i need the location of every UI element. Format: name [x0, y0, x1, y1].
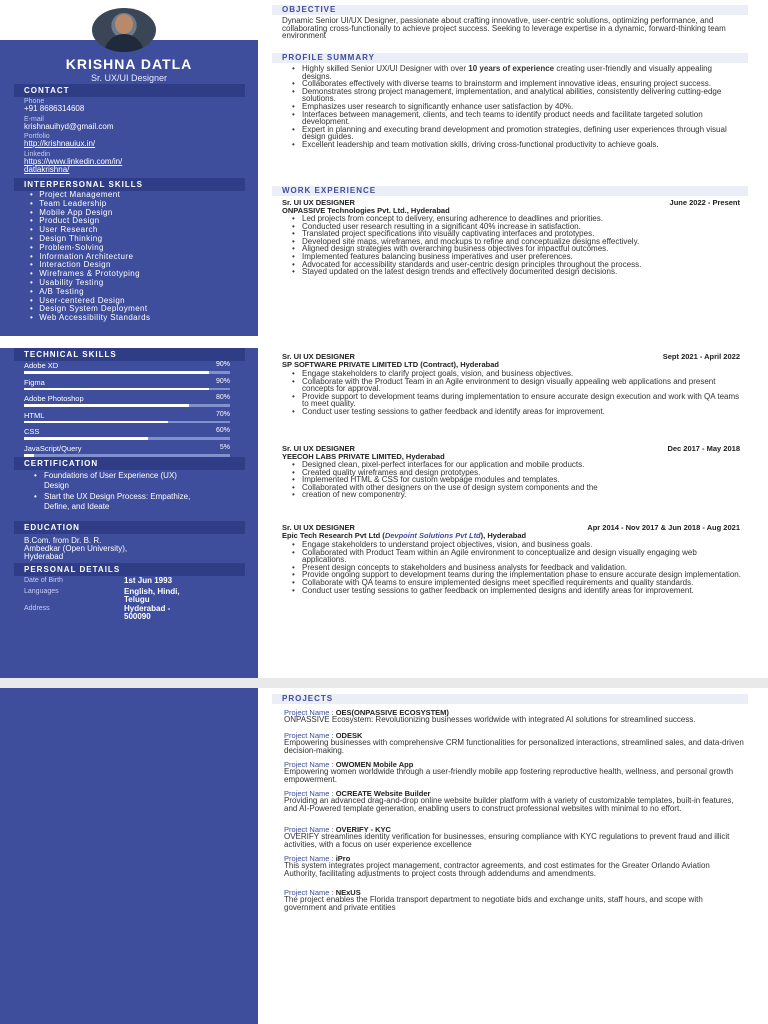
- contact-heading: CONTACT: [14, 84, 245, 97]
- job-bullet: • Conduct user testing sessions to gather feedback on implemented designs and identify areas for improvement.: [292, 587, 742, 595]
- project-label: Project Name :: [284, 708, 336, 717]
- job4-bullets: [292, 541, 742, 594]
- dob-label: Date of Birth: [24, 577, 63, 584]
- phone-label: Phone: [24, 98, 45, 105]
- objective-heading: OBJECTIVE: [272, 5, 748, 15]
- skill-item: • Wireframes & Prototyping: [30, 270, 150, 279]
- page-gap: [0, 678, 768, 688]
- job-bullet: • Advocated for accessibility standards and user-centric design principles throughout the process.: [292, 261, 742, 269]
- summary-item: • Emphasizes user research to significantly enhance user satisfaction by 40%.: [292, 103, 742, 111]
- address-label: Address: [24, 605, 50, 612]
- tech-skill-percent: 80%: [215, 394, 230, 402]
- certification-item: • Foundations of User Experience (UX) Design: [34, 471, 204, 491]
- job-bullet: • creation of new componentry.: [292, 491, 742, 499]
- tech-skill-fill: [24, 404, 189, 407]
- project-label: Project Name :: [284, 731, 336, 740]
- summary-item: • Interfaces between management, clients, and tech teams to identify product needs and facilitate targeted solution development.: [292, 111, 742, 126]
- summary-item: • Demonstrates strong project management, implementation, and analytical abilities, consistently delivering cutting-edge solutions.: [292, 88, 742, 103]
- project-label: Project Name :: [284, 825, 336, 834]
- avatar: [92, 8, 156, 52]
- skill-item: • Design System Deployment: [30, 305, 150, 314]
- job-bullet: • Implemented features balancing business imperatives and user preferences.: [292, 253, 742, 261]
- tech-skill-row: [24, 411, 230, 427]
- project-description: Providing an advanced drag-and-drop online website builder platform with a variety of customizable templates, built-in features, and AI-Powered template generation, enabling users to construct professional websites with minimal to no effort.: [284, 796, 734, 813]
- education-line3: Hyderabad: [24, 552, 64, 561]
- job-bullet: • Provide support to development teams during implementation to ensure accurate design execution and work with QA teams to meet quality.: [292, 393, 742, 408]
- tech-skill-name: Adobe XD: [24, 361, 59, 370]
- project-title: OVERIFY - KYC: [335, 825, 391, 834]
- job3-bullets: [292, 461, 742, 499]
- certification-list: [34, 471, 204, 513]
- job1-title: Sr. UI UX DESIGNER: [282, 198, 355, 207]
- project-title: OCREATE Website Builder: [335, 789, 431, 798]
- languages-line1: English, Hindi,: [124, 587, 180, 596]
- job1-company: ONPASSIVE Technologies Pvt. Ltd., Hyderabad: [282, 206, 450, 215]
- tech-skill-percent: 90%: [215, 361, 230, 368]
- job3-company: YEECOH LABS PRIVATE LIMITED, Hyderabad: [282, 452, 445, 461]
- skill-item: • Project Management: [30, 191, 150, 200]
- tech-skill-bar: [24, 421, 230, 424]
- tech-skill-name: JavaScript/Query: [24, 444, 82, 453]
- skill-item: • Team Leadership: [30, 200, 150, 209]
- job-bullet: • Present design concepts to stakeholders and business analysts for feedback and validation.: [292, 564, 742, 572]
- project-label: Project Name :: [284, 854, 336, 863]
- tech-skill-row: [24, 427, 230, 443]
- skill-item: • Problem-Solving: [30, 244, 150, 253]
- project-title: OWOMEN Mobile App: [335, 760, 414, 769]
- project-title: OES(ONPASSIVE ECOSYSTEM): [335, 708, 449, 717]
- tech-skill-fill: [24, 421, 168, 424]
- experience-heading: WORK EXPERIENCE: [272, 186, 748, 196]
- tech-skill-name: Adobe Photoshop: [24, 394, 84, 404]
- summary-item: • Expert in planning and executing brand development and promotion strategies, defining user experiences through visual design guides.: [292, 126, 742, 141]
- job1-dates: June 2022 - Present: [669, 198, 740, 207]
- summary-item: • Highly skilled Senior UX/UI Designer with over 10 years of experience creating user-friendly and visually appealing designs.: [292, 65, 742, 80]
- projects-heading: PROJECTS: [272, 694, 748, 704]
- email-label: E-mail: [24, 116, 44, 123]
- skill-item: • User-centered Design: [30, 297, 150, 306]
- project-label: Project Name :: [284, 888, 336, 897]
- project-description: Empowering women worldwide through a user-friendly mobile app fostering reproductive health, wellness, and personal growth empowerment.: [284, 767, 734, 784]
- job-bullet: • Collaborated with other designers on the use of design system components and the: [292, 484, 742, 492]
- personal-heading: PERSONAL DETAILS: [14, 563, 245, 576]
- portfolio-label: Portfolio: [24, 133, 50, 140]
- tech-skill-fill: [24, 388, 209, 391]
- address-line2: 500090: [124, 612, 151, 621]
- certification-item: • Start the UX Design Process: Empathize, Define, and Ideate: [34, 492, 204, 512]
- interpersonal-heading: INTERPERSONAL SKILLS: [14, 178, 245, 191]
- job-bullet: • Created quality wireframes and design prototypes.: [292, 469, 742, 477]
- job4-title: Sr. UI UX DESIGNER: [282, 523, 355, 532]
- project-description: The project enables the Florida transport department to negotiate bids and exchange units, staff hours, and scope with government and private entities: [284, 895, 703, 912]
- job-bullet: • Led projects from concept to delivery, ensuring adherence to deadlines and priorities.: [292, 215, 742, 223]
- objective-text: Dynamic Senior UI/UX Designer, passionate about crafting innovative, user-centric solutions, optimizing performance, and collaborating cross-functionally to achieve project success. Seeking to leverage expertise in a dynamic, forward-thinking team environment: [282, 16, 726, 41]
- job-bullet: • Translated project specifications into visually captivating interfaces and prototypes.: [292, 230, 742, 238]
- tech-skill-bar: [24, 404, 230, 407]
- interpersonal-skills-list: [30, 191, 150, 323]
- project-title: iPro: [335, 854, 351, 863]
- skill-item: • User Research: [30, 226, 150, 235]
- job1-bullets: [292, 215, 742, 276]
- job-bullet: • Aligned design strategies with overarching business objectives for impactful outcomes.: [292, 245, 742, 253]
- project-title: NExUS: [335, 888, 361, 897]
- tech-skill-row: [24, 378, 230, 394]
- linkedin-label: Linkedin: [24, 151, 51, 158]
- phone-value: +91 8686314608: [24, 104, 85, 113]
- project-description: OVERIFY streamlines identity verification for businesses, ensuring compliance with KYC regulations to prevent fraud and illicit activities, with a focus on user experience excellence: [284, 832, 730, 849]
- linkedin-link-line2[interactable]: datlakrishna/: [24, 165, 70, 174]
- job-bullet: • Engage stakeholders to clarify project goals, vision, and business objectives.: [292, 370, 742, 378]
- project-label: Project Name :: [284, 760, 336, 769]
- job2-dates: Sept 2021 - April 2022: [662, 352, 740, 361]
- tech-skill-fill: [24, 371, 209, 374]
- email-value[interactable]: krishnauihyd@gmail.com: [24, 122, 114, 131]
- job-bullet: • Designed clean, pixel-perfect interfaces for our application and mobile products.: [292, 461, 742, 469]
- job-bullet: • Implemented HTML & CSS for custom webpage modules and templates.: [292, 476, 742, 484]
- skill-item: • Web Accessibility Standards: [30, 314, 150, 323]
- job4-dates: Apr 2014 - Nov 2017 & Jun 2018 - Aug 2021: [587, 523, 740, 532]
- skill-item: • Mobile App Design: [30, 209, 150, 218]
- skill-item: • Interaction Design: [30, 261, 150, 270]
- skill-item: • A/B Testing: [30, 288, 150, 297]
- job-bullet: • Collaborate with the Product Team in an Agile environment to design visually appealing web applications and present concepts for approval.: [292, 378, 742, 393]
- summary-heading: PROFILE SUMMARY: [272, 53, 748, 63]
- tech-skill-row: [24, 361, 230, 377]
- linkedin-link-line1[interactable]: https://www.linkedin.com/in/: [24, 157, 123, 166]
- tech-skill-fill: [24, 437, 148, 440]
- tech-skill-bar: [24, 437, 230, 440]
- tech-skill-percent: 90%: [215, 377, 230, 385]
- job-bullet: • Stayed updated on the latest design trends and effectively documented design decisions.: [292, 268, 742, 276]
- profile-name: KRISHNA DATLA: [65, 56, 193, 72]
- address-line1: Hyderabad -: [124, 604, 171, 613]
- project-title: ODESK: [335, 731, 363, 740]
- tech-skill-bar: [24, 371, 230, 374]
- job4-company: Epic Tech Research Pvt Ltd (Devpoint Solutions Pvt Ltd), Hyderabad: [282, 531, 527, 540]
- tech-skill-percent: 70%: [215, 410, 230, 418]
- project-description: This system integrates project management, contractor agreements, and cost estimates for the Greater Orlando Aviation Authority, facilitating adjustments to project costs through addendums and amendments.: [284, 861, 710, 878]
- portfolio-link[interactable]: http://krishnauiux.in/: [24, 139, 96, 148]
- summary-list: [292, 65, 742, 149]
- tech-skill-row: [24, 394, 230, 410]
- job-bullet: • Developed site maps, wireframes, and mockups to refine and conceptualize designs effectively.: [292, 238, 742, 246]
- languages-label: Languages: [24, 588, 59, 595]
- dob-value: 1st Jun 1993: [124, 576, 173, 585]
- job3-dates: Dec 2017 - May 2018: [667, 444, 740, 453]
- skill-item: • Usability Testing: [30, 279, 150, 288]
- tech-skill-name: HTML: [24, 410, 45, 420]
- job-bullet: • Provide ongoing support to development teams during the implementation phase to ensure accurate design implementation.: [292, 571, 742, 579]
- technical-heading: TECHNICAL SKILLS: [14, 348, 245, 361]
- skill-item: • Design Thinking: [30, 235, 150, 244]
- resume-page-2: [0, 688, 768, 1024]
- profile-role: Sr. UX/UI Designer: [90, 73, 168, 83]
- certification-heading: CERTIFICATION: [14, 457, 245, 470]
- project-description: Empowering businesses with comprehensive CRM functionalities for personalized interactions, streamlined sales, and data-driven decision-making.: [284, 738, 744, 755]
- tech-skill-name: CSS: [24, 427, 40, 437]
- project-label: Project Name :: [284, 789, 336, 798]
- job-bullet: • Conduct user testing sessions to gather feedback and identify areas for improvement.: [292, 408, 742, 416]
- sidebar-break-band: [0, 336, 258, 348]
- job-bullet: • Collaborate with QA teams to ensure implemented designs meet specified requirements and quality standards.: [292, 579, 742, 587]
- sidebar: [0, 688, 258, 1024]
- skill-item: • Information Architecture: [30, 253, 150, 262]
- job-bullet: • Conducted user research resulting in a significant 40% increase in satisfaction.: [292, 223, 742, 231]
- education-line1: B.Com. from Dr. B. R.: [24, 536, 102, 545]
- tech-skill-percent: 5%: [219, 444, 230, 451]
- tech-skill-name: Figma: [24, 377, 45, 387]
- job3-title: Sr. UI UX DESIGNER: [282, 444, 355, 453]
- job-bullet: • Collaborated with Product Team within an Agile environment to conceptualize and design visually engaging web applications.: [292, 549, 742, 564]
- job2-company: SP SOFTWARE PRIVATE LIMITED LTD (Contract), Hyderabad: [282, 360, 499, 369]
- summary-item: • Excellent leadership and team motivation skills, driving cross-functional productivity to achieve goals.: [292, 141, 742, 149]
- languages-line2: Telugu: [124, 595, 150, 604]
- tech-skill-bar: [24, 388, 230, 391]
- job2-title: Sr. UI UX DESIGNER: [282, 352, 355, 361]
- project-description: ONPASSIVE Ecosystem: Revolutionizing businesses worldwide with integrated AI solutions for streamlined success.: [284, 715, 696, 724]
- education-heading: EDUCATION: [14, 521, 245, 534]
- job2-bullets: [292, 370, 742, 416]
- skill-item: • Product Design: [30, 217, 150, 226]
- summary-item: • Collaborates effectively with diverse teams to brainstorm and implement innovative ideas, ensuring project success.: [292, 80, 742, 88]
- tech-skill-percent: 60%: [215, 427, 230, 435]
- education-line2: Ambedkar (Open University),: [24, 544, 128, 553]
- job-bullet: • Engage stakeholders to understand project objectives, vision, and business goals.: [292, 541, 742, 549]
